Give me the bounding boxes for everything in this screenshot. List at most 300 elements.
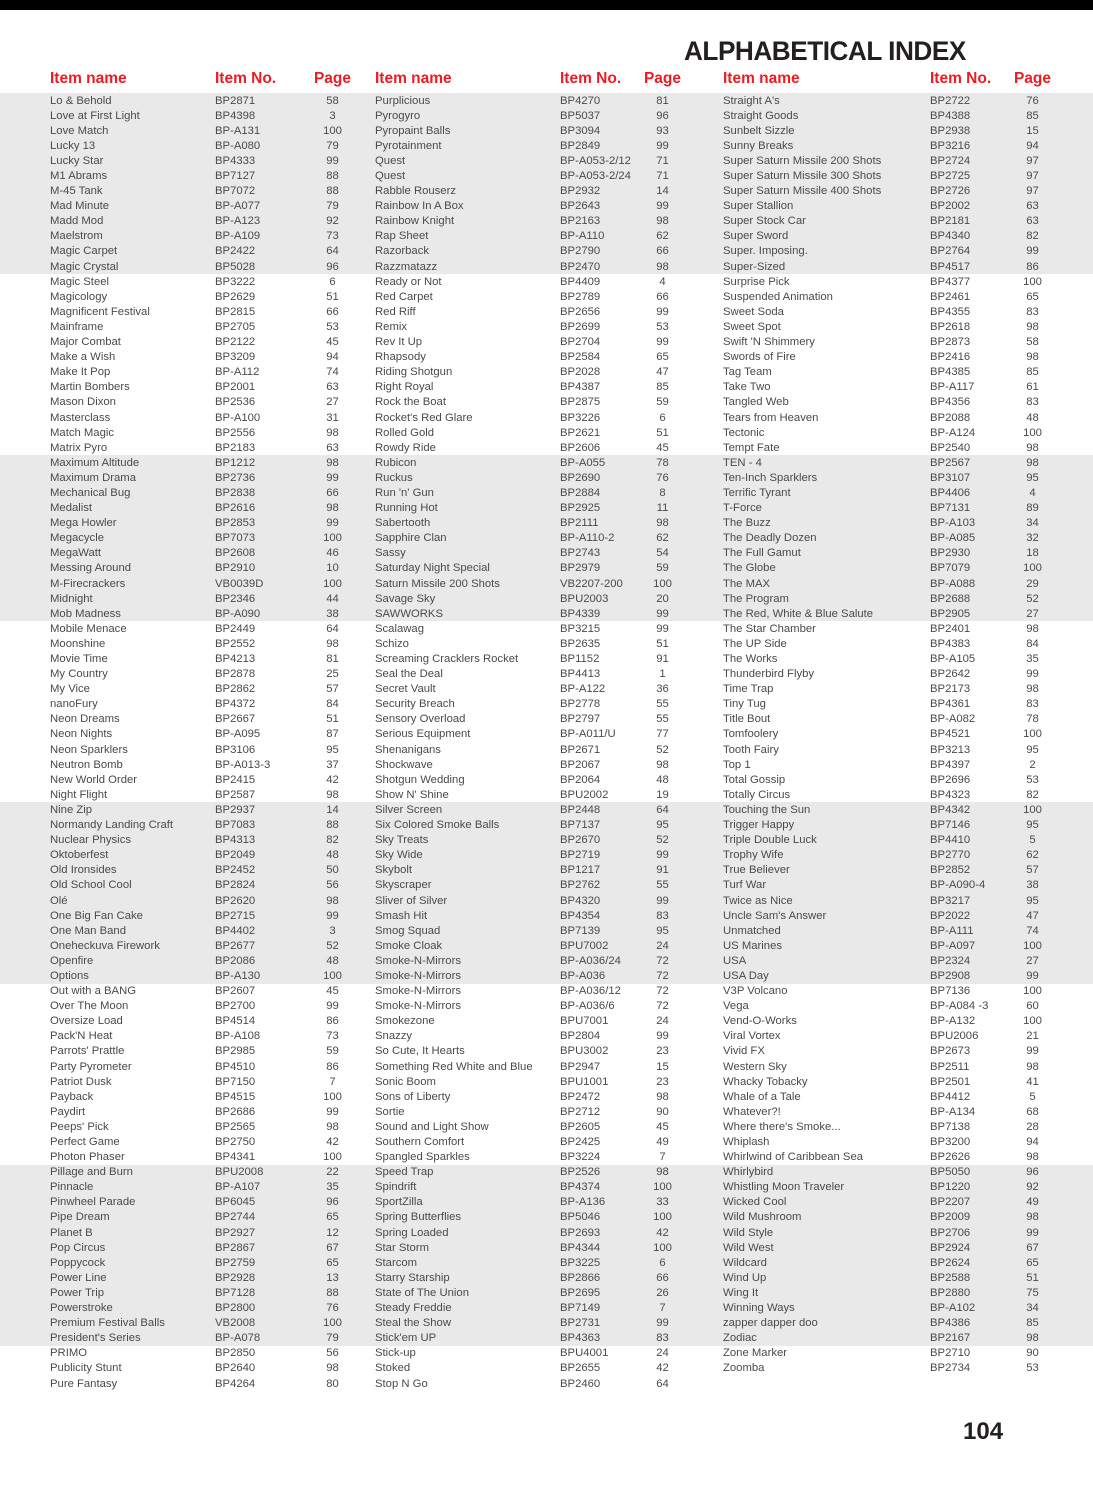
item-name: Seal the Deal xyxy=(375,668,443,681)
index-row xyxy=(0,501,1093,516)
item-name: Wildcard xyxy=(723,1256,767,1269)
item-number: BP4410 xyxy=(930,834,971,847)
index-entry xyxy=(723,1136,1055,1148)
item-number: BP2425 xyxy=(560,1136,601,1149)
index-row xyxy=(0,1134,1093,1149)
item-name: TEN - 4 xyxy=(723,456,762,469)
item-number: BP-A036/24 xyxy=(560,954,621,967)
index-entry xyxy=(375,1272,685,1284)
index-row xyxy=(0,984,1093,999)
item-number: BP4323 xyxy=(930,788,971,801)
item-name: Smoke-N-Mirrors xyxy=(375,1000,461,1013)
item-number: BP2762 xyxy=(560,879,601,892)
item-number: BP-A053-2/12 xyxy=(560,154,631,167)
page-ref: 100 xyxy=(1023,985,1042,998)
page-ref: 100 xyxy=(1023,426,1042,439)
page-ref: 45 xyxy=(656,1120,669,1133)
index-entry xyxy=(375,95,685,107)
item-number: BP2606 xyxy=(560,441,601,454)
item-name: Spindrift xyxy=(375,1181,417,1194)
page-ref: 7 xyxy=(659,1302,666,1315)
page-ref: 71 xyxy=(656,154,669,167)
item-name: Magicology xyxy=(50,290,108,303)
index-entry xyxy=(50,321,355,333)
item-name: Snazzy xyxy=(375,1030,413,1043)
page-ref: 80 xyxy=(326,1377,339,1390)
item-name: Whale of a Tale xyxy=(723,1090,801,1103)
item-name: Wild Style xyxy=(723,1226,774,1239)
page-ref: 100 xyxy=(1023,562,1042,575)
item-name: Touching the Sun xyxy=(723,803,811,816)
item-name: Pinwheel Parade xyxy=(50,1196,136,1209)
index-entry xyxy=(50,185,355,197)
index-entry xyxy=(723,849,1055,861)
item-number: BP2607 xyxy=(215,985,256,998)
page-ref: 72 xyxy=(656,969,669,982)
item-number: BP2670 xyxy=(560,834,601,847)
item-name: Red Carpet xyxy=(375,290,433,303)
item-name: Starry Starship xyxy=(375,1271,450,1284)
item-number: BP-A036/6 xyxy=(560,1000,615,1013)
item-name: Zone Marker xyxy=(723,1347,788,1360)
item-number: BP2705 xyxy=(215,320,256,333)
index-row xyxy=(0,848,1093,863)
page-ref: 59 xyxy=(326,1045,339,1058)
item-name: Whacky Tobacky xyxy=(723,1075,808,1088)
index-entry xyxy=(375,925,685,937)
header-group-2 xyxy=(375,70,685,88)
item-number: BP-A103 xyxy=(930,517,976,530)
item-number: BP-A108 xyxy=(215,1030,261,1043)
item-number: BP2501 xyxy=(930,1075,971,1088)
index-row xyxy=(0,304,1093,319)
item-name: Smokezone xyxy=(375,1015,435,1028)
page-ref: 15 xyxy=(656,1060,669,1073)
index-entry xyxy=(723,472,1055,484)
page-ref: 52 xyxy=(656,743,669,756)
index-entry xyxy=(375,155,685,167)
item-name: Rock the Boat xyxy=(375,396,446,409)
index-entry xyxy=(375,366,685,378)
page-ref: 100 xyxy=(653,1181,672,1194)
item-name: Running Hot xyxy=(375,502,438,515)
item-number: BP2028 xyxy=(560,366,601,379)
item-number: BP-A097 xyxy=(930,939,976,952)
item-name: Neon Nights xyxy=(50,728,113,741)
item-number: BP2924 xyxy=(930,1241,971,1254)
page-ref: 56 xyxy=(326,879,339,892)
index-entry xyxy=(50,396,355,408)
page-ref: 92 xyxy=(326,215,339,228)
item-name: President's Series xyxy=(50,1332,141,1345)
index-entry xyxy=(375,457,685,469)
item-name: Ready or Not xyxy=(375,275,442,288)
item-number: BP-A036 xyxy=(560,969,606,982)
page-ref: 99 xyxy=(656,139,669,152)
page-ref: 67 xyxy=(1026,1241,1039,1254)
index-entry xyxy=(375,774,685,786)
item-name: The Star Chamber xyxy=(723,622,816,635)
item-name: Steal the Show xyxy=(375,1317,451,1330)
index-row xyxy=(0,229,1093,244)
page-ref: 83 xyxy=(1026,305,1039,318)
item-name: Red Riff xyxy=(375,305,416,318)
item-number: BP2629 xyxy=(215,290,256,303)
index-entry xyxy=(50,155,355,167)
index-entry xyxy=(375,623,685,635)
index-table xyxy=(0,93,1093,1391)
item-number: BP2422 xyxy=(215,245,256,258)
item-name: The Works xyxy=(723,653,778,666)
page-ref: 51 xyxy=(326,290,339,303)
item-name: Sapphire Clan xyxy=(375,532,447,545)
page-ref: 60 xyxy=(1026,1000,1039,1013)
index-entry xyxy=(375,170,685,182)
item-name: Turf War xyxy=(723,879,767,892)
index-entry xyxy=(375,110,685,122)
item-number: BP4339 xyxy=(560,607,601,620)
page-ref: 65 xyxy=(1026,1256,1039,1269)
page-ref: 7 xyxy=(659,1151,666,1164)
item-name: Nine Zip xyxy=(50,803,93,816)
index-entry xyxy=(723,427,1055,439)
index-entry xyxy=(375,442,685,454)
item-number: BP-A131 xyxy=(215,124,261,137)
item-number: BP2086 xyxy=(215,954,256,967)
page-ref: 99 xyxy=(1026,1226,1039,1239)
item-name: Lucky 13 xyxy=(50,139,96,152)
item-name: Whiplash xyxy=(723,1136,770,1149)
index-entry xyxy=(375,412,685,424)
item-name: Medalist xyxy=(50,502,93,515)
index-row xyxy=(0,184,1093,199)
index-row xyxy=(0,697,1093,712)
page-ref: 99 xyxy=(656,200,669,213)
page-ref: 26 xyxy=(656,1286,669,1299)
item-name: Wild West xyxy=(723,1241,774,1254)
index-row xyxy=(0,319,1093,334)
item-name: Love Match xyxy=(50,124,109,137)
index-entry xyxy=(723,170,1055,182)
page-ref: 81 xyxy=(326,653,339,666)
item-number: BP2750 xyxy=(215,1136,256,1149)
item-number: BPU7002 xyxy=(560,939,609,952)
index-row xyxy=(0,1331,1093,1346)
index-entry xyxy=(723,1151,1055,1163)
page-ref: 91 xyxy=(656,653,669,666)
page-ref: 86 xyxy=(1026,260,1039,273)
item-name: Over The Moon xyxy=(50,1000,129,1013)
item-number: BPU2008 xyxy=(215,1166,264,1179)
item-name: Love at First Light xyxy=(50,109,140,122)
item-name: The Buzz xyxy=(723,517,771,530)
item-name: USA Day xyxy=(723,969,769,982)
page-ref: 72 xyxy=(656,985,669,998)
index-entry xyxy=(723,1302,1055,1314)
index-entry xyxy=(375,1045,685,1057)
item-number: BP2167 xyxy=(930,1332,971,1345)
index-entry xyxy=(375,578,685,590)
index-row xyxy=(0,802,1093,817)
index-row xyxy=(0,999,1093,1014)
page-ref: 48 xyxy=(656,773,669,786)
item-number: BP2567 xyxy=(930,456,971,469)
item-name: Pipe Dream xyxy=(50,1211,110,1224)
index-entry xyxy=(375,879,685,891)
index-row xyxy=(0,410,1093,425)
item-name: Purplicious xyxy=(375,94,431,107)
item-number: BP2797 xyxy=(560,713,601,726)
page-ref: 23 xyxy=(656,1075,669,1088)
page-ref: 45 xyxy=(326,985,339,998)
item-number: BP7079 xyxy=(930,562,971,575)
index-entry xyxy=(375,804,685,816)
item-name: Paydirt xyxy=(50,1105,86,1118)
item-name: Super Saturn Missile 200 Shots xyxy=(723,154,882,167)
index-entry xyxy=(375,1000,685,1012)
page-ref: 56 xyxy=(326,1347,339,1360)
page-ref: 52 xyxy=(326,939,339,952)
page-ref: 83 xyxy=(656,909,669,922)
index-entry xyxy=(50,1272,355,1284)
item-name: Sonic Boom xyxy=(375,1075,436,1088)
item-number: BP2770 xyxy=(930,849,971,862)
index-entry xyxy=(375,608,685,620)
index-row xyxy=(0,1089,1093,1104)
page-ref: 57 xyxy=(1026,864,1039,877)
page-ref: 85 xyxy=(1026,109,1039,122)
item-number: BP2815 xyxy=(215,305,256,318)
item-name: Stoked xyxy=(375,1362,411,1375)
index-row xyxy=(0,289,1093,304)
index-entry xyxy=(723,1257,1055,1269)
item-number: BP4354 xyxy=(560,909,601,922)
page-ref: 34 xyxy=(1026,1302,1039,1315)
item-name: Smoke-N-Mirrors xyxy=(375,969,461,982)
item-name: Normandy Landing Craft xyxy=(50,819,174,832)
index-entry xyxy=(50,291,355,303)
item-number: BP2640 xyxy=(215,1362,256,1375)
index-entry xyxy=(375,396,685,408)
index-entry xyxy=(723,230,1055,242)
item-name: SAWWORKS xyxy=(375,607,443,620)
index-row xyxy=(0,380,1093,395)
index-entry xyxy=(723,1242,1055,1254)
item-name: Maelstrom xyxy=(50,230,103,243)
item-number: BP4340 xyxy=(930,230,971,243)
item-number: BP2699 xyxy=(560,320,601,333)
page-ref: 64 xyxy=(326,622,339,635)
index-entry xyxy=(723,1211,1055,1223)
item-name: Shenanigans xyxy=(375,743,441,756)
index-entry xyxy=(723,819,1055,831)
item-number: BP-A107 xyxy=(215,1181,261,1194)
item-name: Masterclass xyxy=(50,411,111,424)
item-name: Make a Wish xyxy=(50,351,116,364)
page-ref: 27 xyxy=(326,396,339,409)
page-ref: 98 xyxy=(1026,1332,1039,1345)
index-row xyxy=(0,546,1093,561)
index-row xyxy=(0,1104,1093,1119)
item-number: BP4361 xyxy=(930,698,971,711)
item-number: BPU2002 xyxy=(560,788,609,801)
page-ref: 59 xyxy=(656,562,669,575)
index-row xyxy=(0,1165,1093,1180)
page-ref: 51 xyxy=(326,713,339,726)
page-ref: 96 xyxy=(326,1196,339,1209)
item-number: BP2626 xyxy=(930,1151,971,1164)
index-entry xyxy=(50,1106,355,1118)
item-number: BP3209 xyxy=(215,351,256,364)
item-number: BP7136 xyxy=(930,985,971,998)
index-entry xyxy=(375,683,685,695)
index-entry xyxy=(723,1347,1055,1359)
item-number: BP2009 xyxy=(930,1211,971,1224)
item-name: Screaming Cracklers Rocket xyxy=(375,653,519,666)
page-ref: 98 xyxy=(1026,683,1039,696)
page-ref: 66 xyxy=(326,305,339,318)
page-ref: 95 xyxy=(1026,894,1039,907)
item-name: Neon Dreams xyxy=(50,713,120,726)
page-ref: 33 xyxy=(656,1196,669,1209)
item-name: Southern Comfort xyxy=(375,1136,465,1149)
index-entry xyxy=(50,366,355,378)
item-name: Patriot Dusk xyxy=(50,1075,112,1088)
item-name: Secret Vault xyxy=(375,683,436,696)
item-name: The Red, White & Blue Salute xyxy=(723,607,874,620)
page-ref: 76 xyxy=(326,1302,339,1315)
item-number: BP3225 xyxy=(560,1256,601,1269)
index-entry xyxy=(375,834,685,846)
item-name: MegaWatt xyxy=(50,547,102,560)
page-ref: 100 xyxy=(323,532,342,545)
item-name: Swift 'N Shimmery xyxy=(723,336,815,349)
item-name: Sliver of Silver xyxy=(375,894,448,907)
item-number: BP2415 xyxy=(215,773,256,786)
item-number: BP7138 xyxy=(930,1120,971,1133)
item-number: BP2880 xyxy=(930,1286,971,1299)
index-entry xyxy=(723,517,1055,529)
page-ref: 99 xyxy=(656,1030,669,1043)
item-number: BP7131 xyxy=(930,502,971,515)
index-entry xyxy=(375,1151,685,1163)
item-name: Mainframe xyxy=(50,320,104,333)
item-name: State of The Union xyxy=(375,1286,469,1299)
index-row xyxy=(0,108,1093,123)
index-entry xyxy=(723,351,1055,363)
index-entry xyxy=(375,895,685,907)
index-entry xyxy=(375,970,685,982)
item-name: Surprise Pick xyxy=(723,275,790,288)
item-name: Speed Trap xyxy=(375,1166,434,1179)
index-row xyxy=(0,863,1093,878)
item-number: BP2878 xyxy=(215,668,256,681)
item-name: Messing Around xyxy=(50,562,132,575)
item-number: BP2686 xyxy=(215,1105,256,1118)
page-ref: 93 xyxy=(656,124,669,137)
page-ref: 86 xyxy=(326,1015,339,1028)
page-ref: 59 xyxy=(656,396,669,409)
index-entry xyxy=(723,396,1055,408)
item-number: BP2416 xyxy=(930,351,971,364)
item-name: Whatever?! xyxy=(723,1105,781,1118)
item-name: Starcom xyxy=(375,1256,418,1269)
index-entry xyxy=(723,1227,1055,1239)
index-entry xyxy=(723,955,1055,967)
page-ref: 50 xyxy=(326,864,339,877)
index-entry xyxy=(375,472,685,484)
page-ref: 23 xyxy=(656,1045,669,1058)
item-name: Top 1 xyxy=(723,758,751,771)
index-entry xyxy=(50,955,355,967)
page-ref: 88 xyxy=(326,170,339,183)
page-ref: 82 xyxy=(1026,788,1039,801)
page-ref: 90 xyxy=(1026,1347,1039,1360)
item-number: BP3106 xyxy=(215,743,256,756)
item-name: Wing It xyxy=(723,1286,759,1299)
index-entry xyxy=(375,1378,685,1390)
item-number: BP2655 xyxy=(560,1362,601,1375)
page-ref: 31 xyxy=(326,411,339,424)
index-entry xyxy=(723,728,1055,740)
index-entry xyxy=(375,547,685,559)
item-number: BP-A053-2/24 xyxy=(560,170,631,183)
item-number: BP2712 xyxy=(560,1105,601,1118)
page-ref: 66 xyxy=(656,290,669,303)
item-number: BP2985 xyxy=(215,1045,256,1058)
page-ref: 99 xyxy=(326,471,339,484)
item-number: BP2726 xyxy=(930,185,971,198)
item-name-header: Item name xyxy=(723,70,800,87)
page-ref: 82 xyxy=(326,834,339,847)
item-number: BP2181 xyxy=(930,215,971,228)
index-entry xyxy=(723,562,1055,574)
index-entry xyxy=(50,95,355,107)
index-entry xyxy=(50,215,355,227)
page-ref: 76 xyxy=(656,471,669,484)
index-row xyxy=(0,1014,1093,1029)
item-number: BP2673 xyxy=(930,1045,971,1058)
page-ref: 98 xyxy=(1026,622,1039,635)
index-entry xyxy=(723,593,1055,605)
item-number: BP7127 xyxy=(215,170,256,183)
page-ref: 27 xyxy=(1026,954,1039,967)
page-ref: 22 xyxy=(326,1166,339,1179)
item-number: BP4412 xyxy=(930,1090,971,1103)
item-name: Straight A's xyxy=(723,94,780,107)
item-name: Trigger Happy xyxy=(723,819,795,832)
index-row xyxy=(0,274,1093,289)
item-name: Midnight xyxy=(50,592,93,605)
item-name: Rowdy Ride xyxy=(375,441,436,454)
index-row xyxy=(0,636,1093,651)
item-number: BP2511 xyxy=(930,1060,970,1073)
page-ref: 66 xyxy=(656,1271,669,1284)
page-ref: 100 xyxy=(653,1241,672,1254)
item-number: BP2470 xyxy=(560,260,601,273)
item-number: BP4383 xyxy=(930,637,971,650)
item-name: Triple Double Luck xyxy=(723,834,817,847)
item-number: BP-A122 xyxy=(560,683,606,696)
item-number: BP4514 xyxy=(215,1015,256,1028)
item-name: Matrix Pyro xyxy=(50,441,108,454)
item-number: BP2849 xyxy=(560,139,601,152)
item-number: BP2049 xyxy=(215,849,256,862)
page-ref: 77 xyxy=(656,728,669,741)
index-row xyxy=(0,335,1093,350)
index-entry xyxy=(723,1332,1055,1344)
item-name: The Full Gamut xyxy=(723,547,801,560)
